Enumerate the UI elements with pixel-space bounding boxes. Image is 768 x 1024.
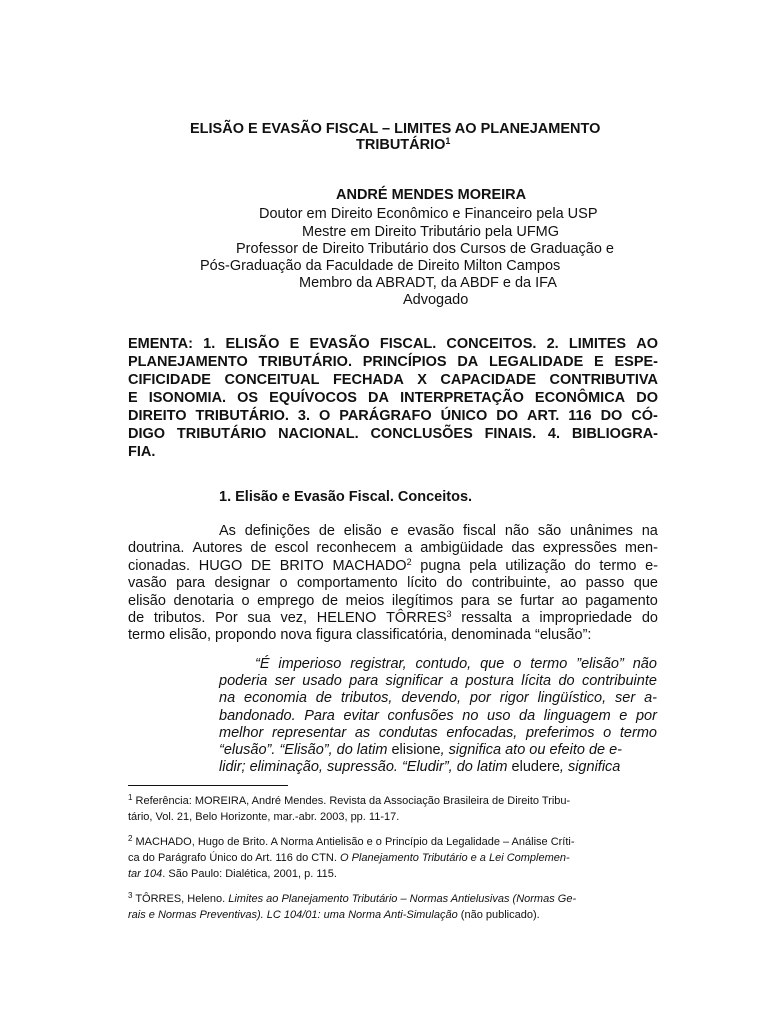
word: reconhecem [316,540,397,557]
word: utilização [505,557,566,574]
word: termo [599,557,637,574]
word: ilegítimos [391,592,454,609]
word: significar [385,673,443,690]
word: a [521,610,530,627]
word: CONCLUSÕES [370,426,473,442]
footnote-text: . São Paulo: Dialética, 2001, p. 115. [162,868,337,880]
author-credential: Membro da ABRADT, da ABDF e da IFA [299,275,557,291]
footnote-2 [128,834,658,882]
word: CÓ- [631,408,658,424]
word: devendo, [401,690,461,707]
word: tributos. [153,610,206,627]
word: elisão [128,592,166,609]
word: contudo, [415,656,472,672]
word: LIMITES [568,336,627,352]
word: lícito [407,575,437,592]
word: ÚNICO [440,408,488,424]
footnote-ref-1[interactable]: 1 [445,136,451,146]
quote-text: lidir; eliminação, supressão. “Eludir”, do latim [219,759,508,776]
word: linguagem [543,707,611,724]
word: são [537,523,562,539]
paragraph-line [128,575,658,592]
word: de [128,610,145,627]
book-title: O Planejamento Tributário e a Lei Complemen- [339,852,570,864]
ementa-line [128,389,658,407]
word: doutrina. [128,540,185,557]
word: TRIBUTÁRIO. [258,354,352,370]
word: lingüístico, [537,690,607,707]
author-ref-machado [332,558,411,575]
word: DA [368,390,389,406]
word: condutas [378,724,438,741]
word: que [633,575,658,592]
word: lícita [521,673,552,690]
word: 4. [547,426,561,442]
quote-line [219,742,657,759]
word: INTERPRETAÇÃO [400,390,524,406]
word: EMENTA: [128,336,193,352]
word: FIA. [128,444,156,460]
word: no [462,707,479,724]
word: Por [215,610,238,627]
word: CAPACIDADE [440,372,537,388]
word: das [511,540,535,557]
word: fiscal [462,523,497,539]
quote-text: , significa [559,759,621,776]
title-text: TRIBUTÁRIO [356,137,446,153]
word: não [632,656,657,672]
footnote-line [128,850,658,866]
footnote-line: tário, Vol. 21, Belo Horizonte, mar.-abr. 2003, pp. 11-17. [128,811,400,823]
word: DO [496,408,519,424]
word: DO [636,390,658,406]
word: ressalta [461,610,512,627]
word: definições [244,523,311,539]
author-name: ANDRÉ MENDES MOREIRA [336,187,527,203]
word: CONCEITOS. [446,336,537,352]
word: vez, [280,610,308,627]
word: O [318,408,331,424]
word: CIFICIDADE [128,372,211,388]
word: ao [561,592,578,609]
word: meios [345,592,385,609]
word: passo [585,575,625,592]
quote-text: , significa ato ou efeito de e- [440,742,622,759]
word: ser [274,673,295,690]
word: OS [237,390,259,406]
author-credential: Mestre em Direito Tributário pela UFMG [302,224,560,240]
word: PLANEJAMENTO [128,354,248,370]
word: o [603,724,612,741]
ementa-line [128,371,658,389]
word: comportamento [296,575,398,592]
word: ambigüidade [420,540,504,557]
word: LEGALIDADE [489,354,584,370]
word: emprego [257,592,315,609]
word: ELISÃO [225,336,280,352]
author-ref-torres [386,610,451,627]
paragraph-line: termo elisão, propondo nova figura classificatória, denominada “elusão”: [128,627,592,644]
book-title: tar 104 [128,868,163,880]
word: na [219,690,236,707]
word: denotaria [173,592,234,609]
ementa-line [128,407,658,425]
title-line-1: ELISÃO E EVASÃO FISCAL – LIMITES AO PLANEJAMENTO [190,121,601,137]
word: BRITO [279,557,324,574]
word: furtar [520,592,555,609]
word: de [318,523,335,539]
word: PARÁGRAFO [339,408,432,424]
word: BIBLIOGRA- [571,426,658,442]
word: ECONÔMICA [534,390,626,406]
word: E [128,390,138,406]
quote-text: “elusão”. “Elisão”, do latim [219,742,388,759]
word: DE [250,557,272,574]
quote-line [219,708,657,725]
word: pagamento [585,592,658,609]
footnote-text: Referência: MOREIRA, André Mendes. Revista da Associação Brasileira de Direito Tribu- [135,795,571,807]
footnote-text: (não publicado). [460,909,540,921]
word: NACIONAL. [278,426,359,442]
word: ”elisão” [576,656,624,672]
footnote-1 [128,793,658,825]
word: para [176,575,206,592]
word: FECHADA [332,372,404,388]
word: X [417,372,427,388]
word: postura [465,673,514,690]
section-heading: 1. Elisão e Evasão Fiscal. Conceitos. [219,489,473,505]
word: escol [274,540,309,557]
book-title: Limites ao Planejamento Tributário – Normas Antielusivas (Normas Ge- [228,893,577,905]
word: economia [244,690,307,707]
word: a [404,540,413,557]
word: AO [636,336,658,352]
footnote-text: TÔRRES, Heleno. [135,893,226,905]
quote-line [219,690,657,707]
word: Autores [192,540,243,557]
paragraph-line [128,593,658,610]
word: FISCAL. [379,336,437,352]
word: na [641,523,658,539]
word: ser [615,690,636,707]
author-credential: Pós-Graduação da Faculdade de Direito Milton Campos [200,258,561,274]
footnote-ref-2[interactable]: 2 [406,556,412,567]
word: que [480,656,505,672]
book-title: rais e Normas Preventivas). LC 104/01: uma Norma Anti-Simulação [128,909,458,921]
word: DA [457,354,479,370]
footnote-line [128,834,658,850]
word: a- [644,690,657,707]
word: designar [214,575,271,592]
word: usado [302,673,342,690]
ementa-line [128,353,658,371]
word: representar [272,724,347,741]
paragraph-line [128,558,658,575]
footnote-line [128,866,658,882]
word: melhor [219,724,264,741]
footnote-3 [128,891,658,923]
word: termo [530,656,568,672]
word: HELENO [316,610,377,627]
word: da [519,707,536,724]
word: EVASÃO [309,336,370,352]
footnote-number: 1 [128,793,133,802]
word: evitar [343,707,379,724]
paragraph-line [128,540,658,557]
word: de [315,690,332,707]
word: rigor [499,690,529,707]
word: para [349,673,379,690]
footnote-number: 2 [128,834,133,843]
word: 116 [568,408,592,424]
footnote-number: 3 [128,891,133,900]
word: CONCEITUAL [224,372,320,388]
quote-line [219,673,657,690]
word: impropriedade [539,610,633,627]
word: expressões [542,540,617,557]
word: enfocadas, [446,724,518,741]
word: imperioso [278,656,342,672]
footnote-text: ca do Parágrafo Único do Art. 116 do CTN. [128,852,337,864]
footnote-line [128,891,658,907]
word: pugna [420,557,461,574]
footnote-divider [128,785,288,786]
paragraph-line [128,523,658,540]
word: elisão [343,523,382,539]
word: e [390,523,399,539]
quote-line [219,656,657,673]
word: o [241,592,250,609]
word: contribuinte, [471,575,551,592]
word: DIREITO [128,408,187,424]
cited-name: TÔRRES [386,610,447,627]
author-credential: Advogado [403,292,469,308]
word: 3. [297,408,311,424]
ementa-line [128,335,658,353]
quote-line [219,725,657,742]
word: termo [619,724,657,741]
word: As [219,523,236,539]
word: DO [600,408,623,424]
word: CONTRIBUTIVA [549,372,658,388]
word: FINAIS. [484,426,537,442]
word: do [574,557,591,574]
word: EQUÍVOCOS [269,390,357,406]
word: não [504,523,530,539]
word: confusões [387,707,454,724]
author-credential: Professor de Direito Tributário dos Cursos de Graduação e [236,241,614,257]
ementa [128,335,658,461]
word: se [497,592,513,609]
word: do [558,673,575,690]
word: ESPE- [614,354,658,370]
word: e [619,707,628,724]
word: vasão [128,575,167,592]
word: bandonado. [219,707,296,724]
footnote-ref-3[interactable]: 3 [446,609,452,620]
word: evasão [407,523,455,539]
word: ao [560,575,577,592]
cited-name: MACHADO [332,557,407,574]
word: E [289,336,300,352]
word: e- [645,557,658,574]
word: preferimos [525,724,595,741]
word: para [460,592,490,609]
word: ISONOMIA. [148,390,227,406]
word: de [250,540,267,557]
ementa-line [128,425,658,443]
footnote-line [128,793,658,809]
word: contribuinte [581,673,657,690]
word: uso [487,707,511,724]
word: poderia [219,673,268,690]
paragraph-line [128,610,658,627]
author-credential: Doutor em Direito Econômico e Financeiro pela USP [259,206,598,222]
word: a [450,673,459,690]
title-line-2 [356,137,450,154]
word: ART. [527,408,560,424]
word: as [354,724,371,741]
word: E [594,354,604,370]
word: PRINCÍPIOS [362,354,447,370]
word: sua [247,610,271,627]
latin-term: elisione [391,742,441,759]
word: registrar, [350,656,407,672]
word: TRIBUTÁRIO [176,426,267,442]
word: unânimes [570,523,633,539]
word: pela [469,557,497,574]
word: “É [255,656,270,672]
word: por [469,690,491,707]
word: Para [304,707,335,724]
word: men- [624,540,658,557]
block-quote [219,656,657,776]
footnote-line [128,907,658,923]
word: DIGO [128,426,166,442]
word: 2. [546,336,559,352]
word: 1. [203,336,216,352]
latin-term: eludere [511,759,560,776]
word: do [446,575,463,592]
word: HUGO [198,557,243,574]
word: o [513,656,522,672]
word: cionadas. [128,557,191,574]
word: o [279,575,288,592]
footnote-text: MACHADO, Hugo de Brito. A Norma Antielisão e o Princípio da Legalidade – Análise Críti- [135,836,575,848]
word: por [635,707,657,724]
quote-line [219,759,657,776]
word: tributos, [340,690,393,707]
word: TRIBUTÁRIO. [195,408,289,424]
body-paragraph [128,523,658,645]
word: de [321,592,339,609]
ementa-line [128,443,658,461]
word: do [641,610,658,627]
